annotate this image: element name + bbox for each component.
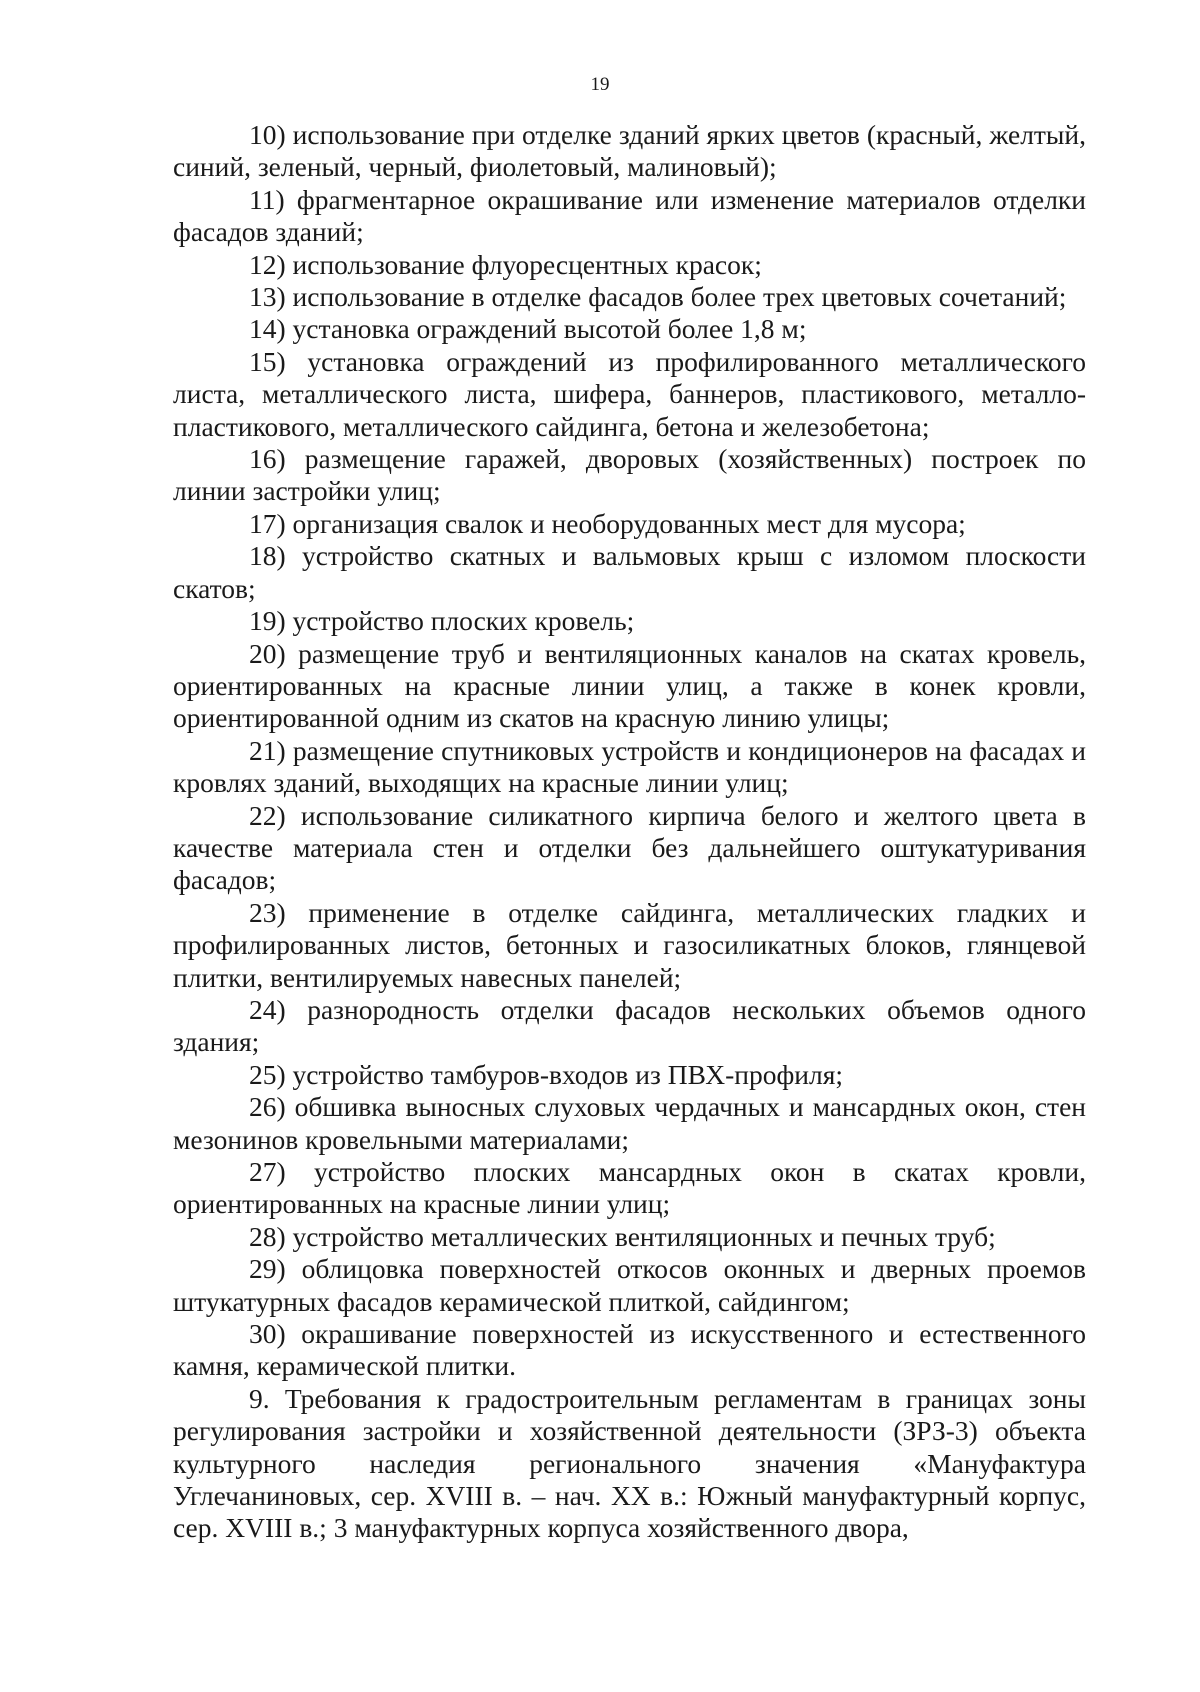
list-item-25: 25) устройство тамбуров-входов из ПВХ-профиля; — [249, 1058, 844, 1090]
list-item-16: 16) размещение гаражей, дворовых (хозяйственных) построек по линии застройки улиц; — [173, 443, 1086, 507]
list-item-27: 27) устройство плоских мансардных окон в скатах кровли, ориентированных на красные линии улиц; — [173, 1156, 1086, 1220]
list-item-13: 13) использование в отделке фасадов более трех цветовых сочетаний; — [249, 281, 1067, 313]
document-body — [173, 119, 1086, 1545]
list-item-12: 12) использование флуоресцентных красок; — [249, 248, 762, 280]
list-item-19: 19) устройство плоских кровель; — [249, 605, 635, 637]
list-item-15: 15) установка ограждений из профилированного металлического листа, металлического листа, шифера, баннеров, пластикового, металло-пластикового, металлического сайдинга, бетона и железобетона; — [173, 345, 1086, 442]
list-item-23: 23) применение в отделке сайдинга, металлических гладких и профилированных листов, бетонных и газосиликатных блоков, глянцевой плитки, вентилируемых навесных панелей; — [173, 896, 1086, 993]
list-item-28: 28) устройство металлических вентиляционных и печных труб; — [249, 1220, 996, 1252]
list-item-11: 11) фрагментарное окрашивание или изменение материалов отделки фасадов зданий; — [173, 183, 1086, 248]
list-item-14: 14) установка ограждений высотой более 1,8 м; — [249, 313, 807, 345]
section-9-paragraph: 9. Требования к градостроительным регламентам в границах зоны регулирования застройки и хозяйственной деятельности (ЗРЗ-3) объекта культурного наследия регионального значения «Мануфактура Углечаниновых, сер. XVIII в. – нач. XX в.: Южный мануфактурный корпус, сер. XVIII в.; 3 мануфактурных корпуса хозяйственного двора, — [173, 1382, 1086, 1544]
list-item-10: 10) использование при отделке зданий ярких цветов (красный, желтый, синий, зеленый, черный, фиолетовый, малиновый); — [173, 119, 1086, 183]
list-item-21: 21) размещение спутниковых устройств и кондиционеров на фасадах и кровлях зданий, выходящих на красные линии улиц; — [173, 734, 1086, 799]
list-item-18: 18) устройство скатных и вальмовых крыш с изломом плоскости скатов; — [173, 540, 1086, 604]
list-item-22: 22) использование силикатного кирпича белого и желтого цвета в качестве материала стен и отделки без дальнейшего оштукатуривания фасадов; — [173, 799, 1086, 896]
list-item-26: 26) обшивка выносных слуховых чердачных и мансардных окон, стен мезонинов кровельными материалами; — [173, 1091, 1086, 1155]
page-number: 19 — [590, 74, 610, 95]
list-item-30: 30) окрашивание поверхностей из искусственного и естественного камня, керамической плитки. — [173, 1318, 1086, 1382]
list-item-20: 20) размещение труб и вентиляционных каналов на скатах кровель, ориентированных на красные линии улиц, а также в конек кровли, ориентированной одним из скатов на красную линию улицы; — [173, 637, 1086, 734]
list-item-24: 24) разнородность отделки фасадов нескольких объемов одного здания; — [173, 993, 1086, 1058]
list-item-29: 29) облицовка поверхностей откосов оконных и дверных проемов штукатурных фасадов керамической плиткой, сайдингом; — [173, 1253, 1086, 1317]
list-item-17: 17) организация свалок и необорудованных мест для мусора; — [249, 507, 966, 539]
